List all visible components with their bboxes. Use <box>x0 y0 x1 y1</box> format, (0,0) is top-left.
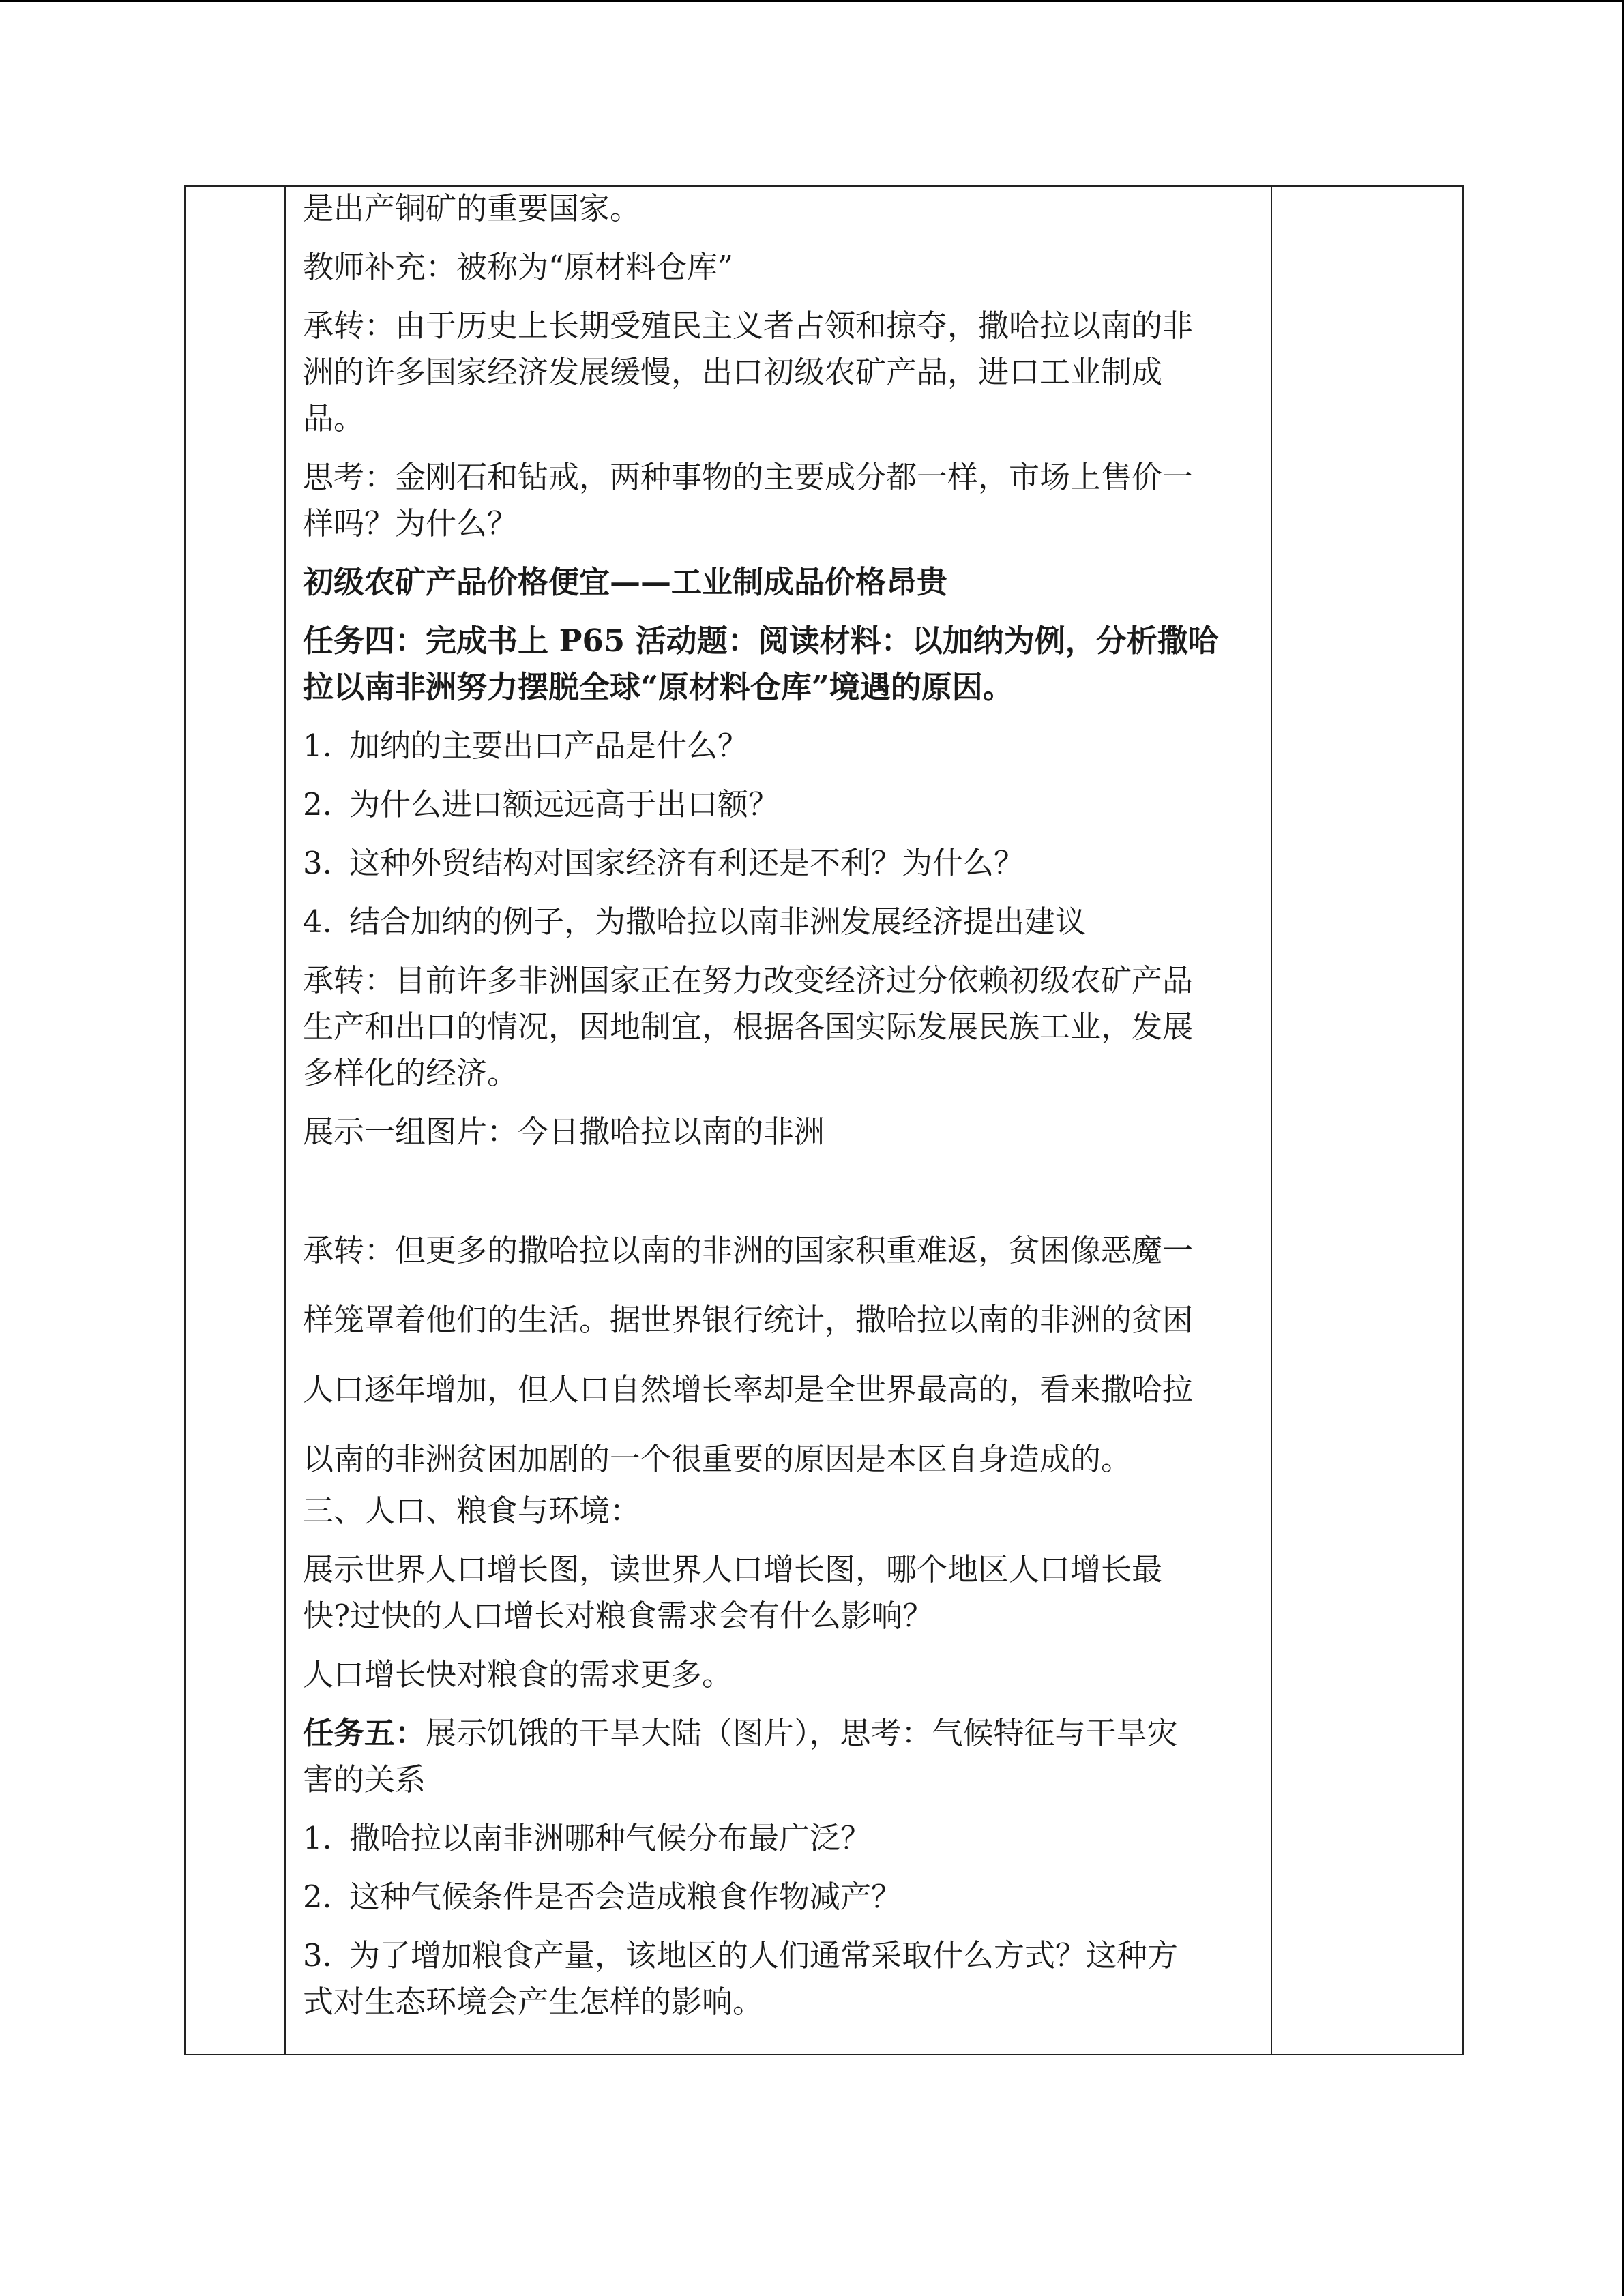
bold-heading-line: 初级农矿产品价格便宜——工业制成品价格昂贵 <box>303 564 948 600</box>
question-number: 4. <box>303 904 332 940</box>
question-text: 结合加纳的例子，为撒哈拉以南非洲发展经济提出建议 <box>349 904 1087 940</box>
paragraph-line: 害的关系 <box>303 1761 426 1798</box>
question-number: 2． <box>303 1879 353 1915</box>
paragraph-line: 样笼罩着他们的生活。据世界银行统计，撒哈拉以南的非洲的贫困 <box>303 1302 1194 1338</box>
paragraph-line: 洲的许多国家经济发展缓慢，出口初级农矿产品，进口工业制成 <box>303 354 1163 390</box>
question-item <box>303 727 748 765</box>
paragraph-line: 承转：由于历史上长期受殖民主义者占领和掠夺，撒哈拉以南的非 <box>303 308 1194 344</box>
question-item <box>303 1878 902 1916</box>
task-five-label: 任务五： <box>303 1715 426 1751</box>
section-heading: 三、人口、粮食与环境： <box>303 1493 641 1529</box>
paragraph-line: 多样化的经济。 <box>303 1055 518 1091</box>
paragraph-line: 思考：金刚石和钻戒，两种事物的主要成分都一样，市场上售价一 <box>303 459 1194 495</box>
task-four-line: 任务四：完成书上 P65 活动题：阅读材料：以加纳为例，分析撒哈 <box>303 623 1219 659</box>
paragraph-line: 人口增长快对粮食的需求更多。 <box>303 1656 733 1693</box>
page-top-rule <box>0 0 1624 2</box>
paragraph-line: 是出产铜矿的重要国家。 <box>303 190 641 226</box>
question-number: 1． <box>303 1820 353 1856</box>
question-item <box>303 1819 871 1858</box>
paragraph-line: 教师补充：被称为“原材料仓库” <box>303 249 734 285</box>
question-text: 加纳的主要出口产品是什么？ <box>349 728 749 764</box>
question-text: 为什么进口额远远高于出口额？ <box>349 786 780 822</box>
paragraph-line: 式对生态环境会产生怎样的影响。 <box>303 1984 764 2020</box>
paragraph-line: 承转：目前许多非洲国家正在努力改变经济过分依赖初级农矿产品 <box>303 962 1194 998</box>
question-number: 2. <box>303 786 332 822</box>
question-item <box>303 1937 1178 1975</box>
lesson-plan-table <box>184 185 1464 2055</box>
paragraph-line: 以南的非洲贫困加剧的一个很重要的原因是本区自身造成的。 <box>303 1441 1132 1477</box>
task-four-line: 拉以南非洲努力摆脱全球“原材料仓库”境遇的原因。 <box>303 669 1014 705</box>
question-item <box>303 844 1024 882</box>
question-number: 3. <box>303 845 332 881</box>
question-text: 这种气候条件是否会造成粮食作物减产？ <box>349 1879 902 1915</box>
paragraph-line: 品。 <box>303 400 365 436</box>
question-text: 这种外贸结构对国家经济有利还是不利？为什么？ <box>349 845 1025 881</box>
paragraph-line: 快?过快的人口增长对粮食需求会有什么影响？ <box>303 1598 934 1634</box>
question-item <box>303 903 1086 941</box>
task-five-line <box>303 1714 1178 1753</box>
column-divider <box>284 187 286 2054</box>
question-item <box>303 786 779 824</box>
paragraph-line: 展示一组图片：今日撒哈拉以南的非洲 <box>303 1114 825 1150</box>
paragraph-line: 展示世界人口增长图，读世界人口增长图，哪个地区人口增长最 <box>303 1551 1163 1587</box>
paragraph-line: 样吗？为什么？ <box>303 505 518 541</box>
paragraph-line: 生产和出口的情况，因地制宜，根据各国实际发展民族工业，发展 <box>303 1009 1194 1045</box>
left-column-cell <box>186 187 284 2054</box>
question-text: 撒哈拉以南非洲哪种气候分布最广泛？ <box>349 1820 872 1856</box>
task-five-text: 展示饥饿的干旱大陆（图片），思考：气候特征与干旱灾 <box>426 1715 1178 1751</box>
question-number: 1. <box>303 728 332 764</box>
paragraph-line: 承转：但更多的撒哈拉以南的非洲的国家积重难返，贫困像恶魔一 <box>303 1232 1194 1268</box>
right-column-cell <box>1272 187 1462 2054</box>
question-number: 3． <box>303 1937 353 1973</box>
paragraph-line: 人口逐年增加，但人口自然增长率却是全世界最高的，看来撒哈拉 <box>303 1371 1194 1407</box>
question-text: 为了增加粮食产量，该地区的人们通常采取什么方式？这种方 <box>349 1937 1179 1973</box>
